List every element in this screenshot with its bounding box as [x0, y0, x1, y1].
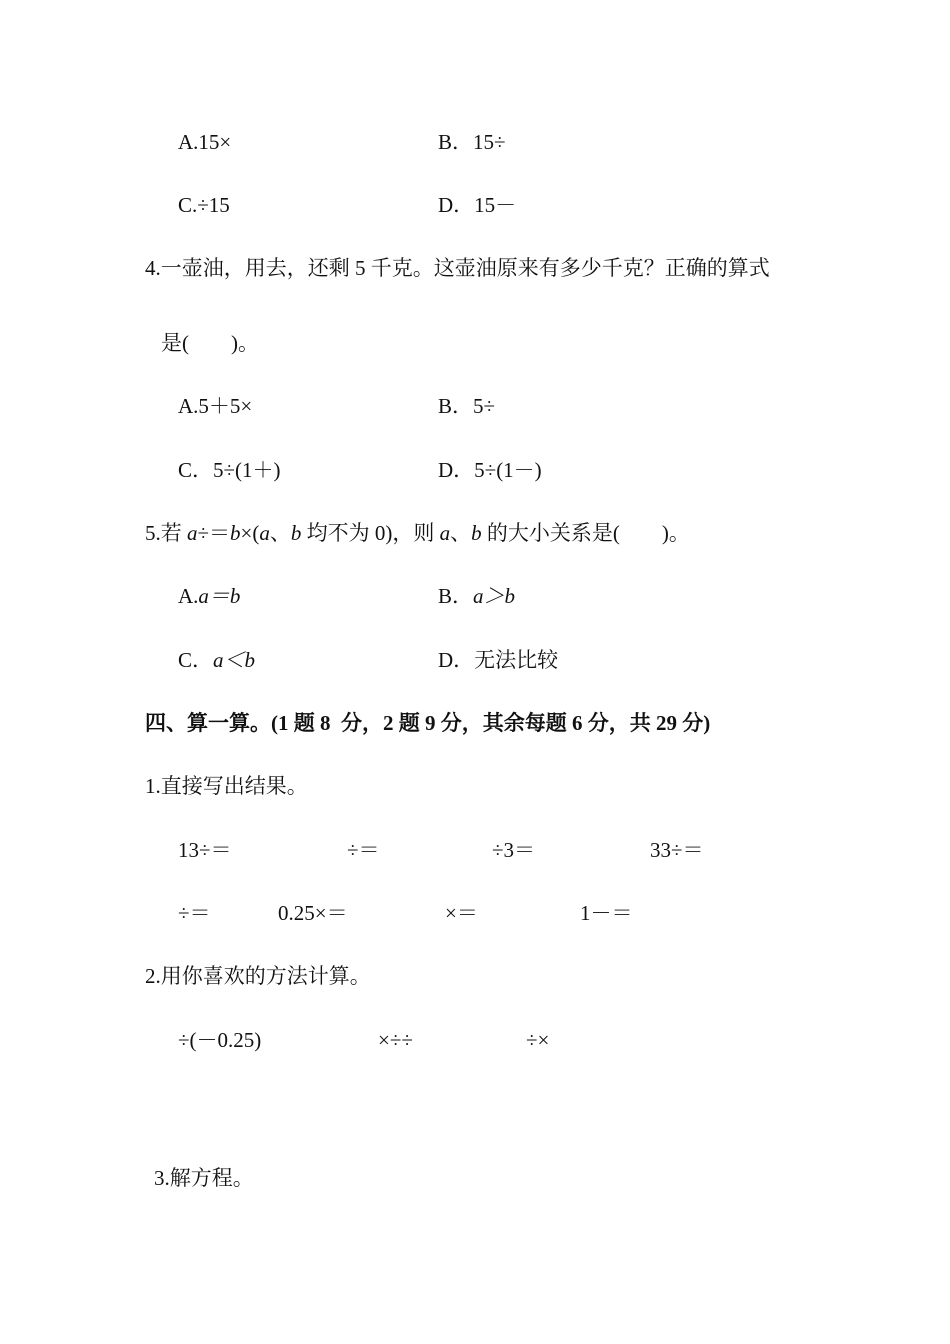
s4-q2-title: 2.用你喜欢的方法计算。 — [145, 964, 371, 988]
q5-option-b: B．a＞b — [438, 584, 516, 608]
q4-option-c: C．5÷(1＋) — [178, 458, 281, 482]
q3-option-c: C.÷15 — [178, 193, 230, 217]
q4-text-line1: 4.一壶油，用去，还剩 5 千克。这壶油原来有多少千克？正确的算式 — [145, 256, 770, 280]
s4-q3-title: 3.解方程。 — [154, 1166, 254, 1190]
q5-option-c: C．a＜b — [178, 648, 256, 672]
s4-q1-r1-item2: ÷＝ — [347, 838, 380, 862]
q5-option-a: A.a＝b — [178, 584, 241, 608]
q5-option-d: D．无法比较 — [438, 648, 559, 672]
s4-q2-item2: ×÷÷ — [378, 1028, 413, 1052]
q4-text-line2: 是( )。 — [161, 331, 259, 355]
section-heading: 四、算一算。(1 题 8 分，2 题 9 分，其余每题 6 分，共 29 分) — [145, 711, 711, 735]
q4-option-b: B．5÷ — [438, 394, 496, 418]
q4-option-d: D．5÷(1－) — [438, 458, 542, 482]
s4-q1-r1-item4: 33÷＝ — [650, 838, 704, 862]
s4-q2-item1: ÷(－0.25) — [178, 1028, 262, 1052]
q3-option-a: A.15× — [178, 130, 232, 154]
q4-option-a: A.5＋5× — [178, 394, 253, 418]
q3-option-b: B．15÷ — [438, 130, 506, 154]
s4-q1-r2-item3: ×＝ — [445, 901, 478, 925]
s4-q1-title: 1.直接写出结果。 — [145, 774, 308, 798]
s4-q2-item3: ÷× — [526, 1028, 550, 1052]
q5-text: 5.若 a÷＝b×(a、b 均不为 0)，则 a、b 的大小关系是( )。 — [145, 521, 690, 545]
s4-q1-r1-item1: 13÷＝ — [178, 838, 232, 862]
s4-q1-r2-item1: ÷＝ — [178, 901, 211, 925]
s4-q1-r2-item4: 1－＝ — [580, 901, 633, 925]
s4-q1-r1-item3: ÷3＝ — [492, 838, 536, 862]
q3-option-d: D．15－ — [438, 193, 517, 217]
s4-q1-r2-item2: 0.25×＝ — [278, 901, 348, 925]
